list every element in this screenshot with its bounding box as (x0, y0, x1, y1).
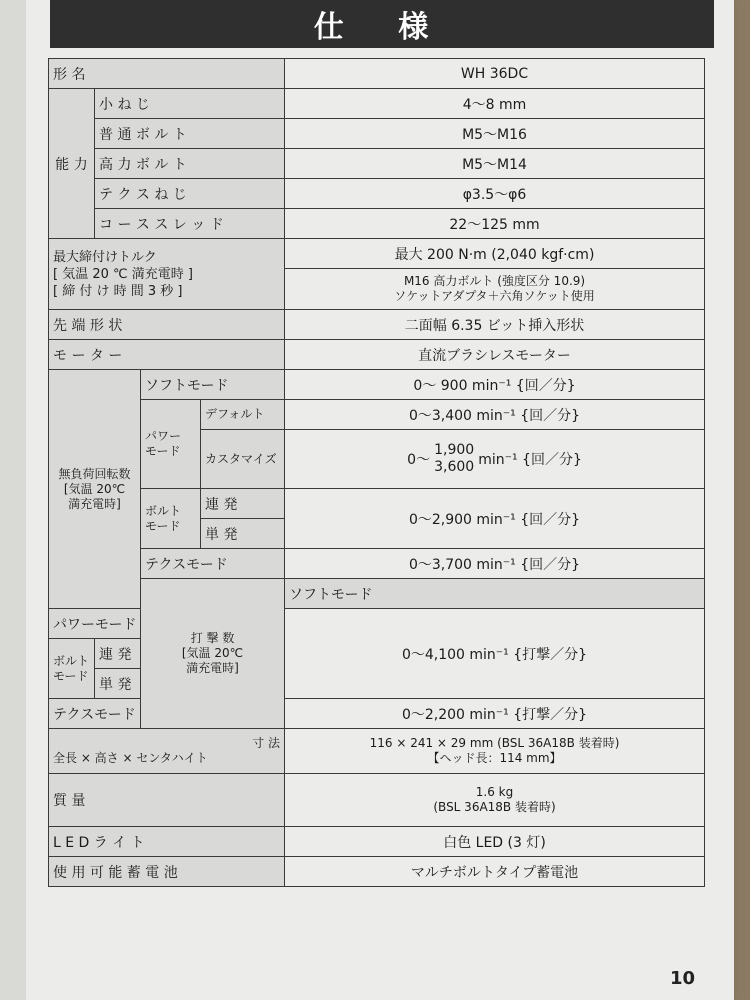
noload-custom-unit: min⁻¹ {回／分} (478, 452, 582, 468)
noload-default-value: 0～3,400 min⁻¹ {回／分} (285, 400, 705, 430)
noload-default-label: デフォルト (201, 400, 285, 430)
row-impact-soft (49, 579, 705, 609)
noload-soft-label: ソフトモード (141, 370, 285, 400)
torque-label-3: [ 締 付 け 時 間 3 秒 ] (53, 283, 183, 299)
capacity-coarse-value: 22～125 mm (285, 209, 705, 239)
impact-tex-label: テクスモード (49, 699, 141, 729)
row-tip (49, 310, 705, 340)
torque-value-cell (285, 269, 705, 310)
noload-group-label-1: 無負荷回転数 (58, 466, 131, 481)
model-value: WH 36DC (285, 59, 705, 89)
noload-custom-min: 1,900 (434, 442, 475, 458)
noload-bolt-value: 0～2,900 min⁻¹ {回／分} (285, 489, 705, 549)
noload-custom-label: カスタマイズ (201, 430, 285, 489)
noload-custom-prefix: 0～ (407, 452, 431, 468)
row-noload-bolt-cont (49, 489, 705, 519)
impact-bolt-single-label: 単 発 (95, 669, 141, 699)
noload-group-label-2: [気温 20℃ (63, 481, 126, 496)
motor-label: モ ー タ ー (49, 340, 285, 370)
noload-custom-range (434, 442, 474, 476)
row-torque-1 (49, 239, 705, 269)
mass-value-cell (285, 774, 705, 827)
noload-bolt-single-label: 単 発 (201, 519, 285, 549)
row-noload-soft (49, 370, 705, 400)
dims-label-1: 寸 法 (252, 736, 281, 750)
capacity-group-label: 能 力 (49, 89, 95, 239)
impact-group-label-2: [気温 20℃ (181, 646, 244, 660)
tip-label: 先 端 形 状 (49, 310, 285, 340)
led-label: L E D ラ イ ト (49, 827, 285, 857)
row-model (49, 59, 705, 89)
page-number: 10 (670, 968, 696, 989)
capacity-bolt-value: M5～M16 (285, 119, 705, 149)
mass-value-1: 1.6 kg (475, 785, 514, 799)
dims-value-1: 116 × 241 × 29 mm (BSL 36A18B 装着時) (369, 736, 620, 750)
dims-value-2: 【ヘッド長：114 mm】 (427, 751, 562, 765)
capacity-tex-value: φ3.5～φ6 (285, 179, 705, 209)
model-label: 形 名 (49, 59, 285, 89)
capacity-screw-label: 小 ね じ (95, 89, 285, 119)
adjacent-page-edge (0, 0, 26, 1000)
row-capacity-hsbolt (49, 149, 705, 179)
capacity-hsbolt-value: M5～M14 (285, 149, 705, 179)
noload-custom-value (285, 430, 705, 489)
noload-bolt-label-2: モード (145, 518, 181, 533)
motor-value: 直流ブラシレスモーター (285, 340, 705, 370)
noload-group-cell (49, 370, 141, 609)
impact-group-label-1: 打 撃 数 (190, 631, 235, 645)
capacity-tex-label: テ ク ス ね じ (95, 179, 285, 209)
noload-group-label-3: 満充電時] (68, 496, 121, 511)
noload-power-label-2: モード (145, 444, 181, 458)
impact-power-label: パワーモード (49, 609, 141, 639)
tip-value: 二面幅 6.35 ビット挿入形状 (285, 310, 705, 340)
row-led (49, 827, 705, 857)
page-title: 仕 様 (50, 0, 714, 48)
noload-bolt-cell (141, 489, 201, 549)
row-capacity-screw (49, 89, 705, 119)
noload-tex-label: テクスモード (141, 549, 285, 579)
row-battery (49, 857, 705, 887)
dims-value-cell (285, 729, 705, 774)
noload-power-cell (141, 400, 201, 489)
dims-label-cell (49, 729, 285, 774)
row-capacity-bolt (49, 119, 705, 149)
row-capacity-tex (49, 179, 705, 209)
mass-label: 質 量 (49, 774, 285, 827)
battery-label: 使 用 可 能 蓄 電 池 (49, 857, 285, 887)
torque-label-cell (49, 239, 285, 310)
capacity-bolt-label: 普 通 ボ ル ト (95, 119, 285, 149)
impact-bolt-value: 0～4,100 min⁻¹ {打撃／分} (285, 609, 705, 699)
noload-custom-max: 3,600 (434, 459, 475, 475)
led-value: 白色 LED (3 灯) (285, 827, 705, 857)
noload-soft-value: 0～ 900 min⁻¹ {回／分} (285, 370, 705, 400)
row-mass (49, 774, 705, 827)
dims-label-2: 全長 × 高さ × センタハイト (53, 751, 208, 765)
impact-bolt-label-2: モード (53, 668, 89, 683)
row-capacity-coarse (49, 209, 705, 239)
noload-tex-value: 0～3,700 min⁻¹ {回／分} (285, 549, 705, 579)
noload-bolt-cont-label: 連 発 (201, 489, 285, 519)
impact-bolt-label-1: ボルト (53, 653, 90, 668)
impact-soft-label: ソフトモード (285, 579, 705, 609)
impact-bolt-cont-label: 連 発 (95, 639, 141, 669)
row-noload-power-default (49, 400, 705, 430)
impact-group-cell (141, 579, 285, 729)
row-motor (49, 340, 705, 370)
torque-value-3: ソケットアダプタ＋六角ソケット使用 (394, 289, 595, 303)
torque-label-2: [ 気温 20 ℃ 満充電時 ] (53, 266, 193, 282)
noload-bolt-label-1: ボルト (145, 503, 182, 518)
spec-table (48, 58, 705, 887)
row-dims (49, 729, 705, 774)
impact-group-label-3: 満充電時] (186, 661, 239, 675)
torque-value-1: 最大 200 N·m (2,040 kgf·cm) (285, 239, 705, 269)
noload-power-label-1: パワー (145, 429, 182, 443)
battery-value: マルチボルトタイプ蓄電池 (285, 857, 705, 887)
torque-value-2: M16 高力ボルト (強度区分 10.9) (403, 274, 586, 288)
mass-value-2: (BSL 36A18B 装着時) (433, 800, 556, 814)
torque-label-1: 最大締付けトルク (53, 249, 157, 265)
impact-bolt-cell (49, 639, 95, 699)
capacity-coarse-label: コ ー ス ス レ ッ ド (95, 209, 285, 239)
capacity-hsbolt-label: 高 力 ボ ル ト (95, 149, 285, 179)
capacity-screw-value: 4～8 mm (285, 89, 705, 119)
impact-tex-value: 0～2,200 min⁻¹ {打撃／分} (285, 699, 705, 729)
row-noload-tex (49, 549, 705, 579)
